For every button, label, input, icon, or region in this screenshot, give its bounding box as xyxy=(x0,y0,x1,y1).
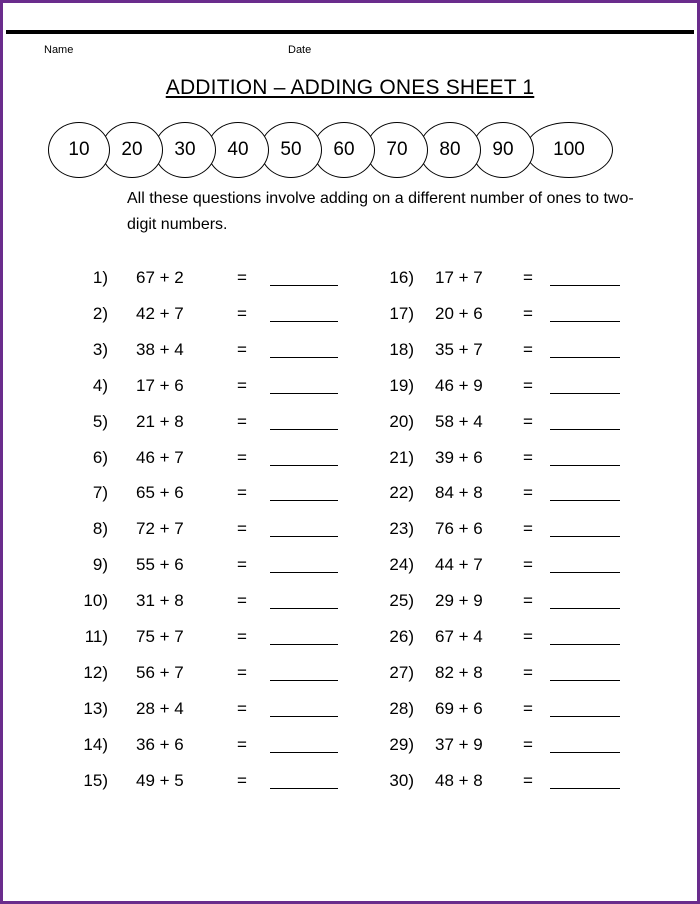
equals-sign: = xyxy=(523,447,533,467)
number-bubble: 30 xyxy=(154,122,216,178)
question-number: 2) xyxy=(92,303,108,323)
question-problem: 17 + 7 xyxy=(435,268,483,287)
equals-sign: = xyxy=(237,555,247,575)
question-problem: 36 + 6 xyxy=(136,734,184,754)
answer-line[interactable] xyxy=(550,644,620,645)
question-number: 13) xyxy=(83,698,108,718)
question-problem: 76 + 6 xyxy=(435,519,483,539)
answer-line[interactable] xyxy=(550,572,620,573)
question-row xyxy=(0,661,700,685)
question-problem: 31 + 8 xyxy=(136,591,184,611)
number-bubble: 80 xyxy=(419,122,481,178)
question-problem: 28 + 4 xyxy=(136,698,184,718)
name-label: Name xyxy=(44,44,74,56)
worksheet-title: ADDITION – ADDING ONES SHEET 1 xyxy=(165,76,535,99)
equals-sign: = xyxy=(523,303,533,323)
question-row xyxy=(0,338,700,362)
equals-sign: = xyxy=(523,555,533,575)
equals-sign: = xyxy=(237,411,247,431)
question-number: 14) xyxy=(83,734,108,754)
answer-line[interactable] xyxy=(550,608,620,609)
question-number: 16) xyxy=(389,268,414,287)
question-problem: 46 + 7 xyxy=(136,447,184,467)
instructions-text: All these questions involve adding on a different number of ones to two-digit numbers. xyxy=(127,190,634,233)
number-bubble: 60 xyxy=(313,122,375,178)
equals-sign: = xyxy=(523,591,533,611)
question-row xyxy=(0,553,700,577)
question-problem: 58 + 4 xyxy=(435,411,483,431)
equals-sign: = xyxy=(237,339,247,359)
question-row xyxy=(0,625,700,649)
question-problem: 17 + 6 xyxy=(136,375,184,395)
equals-sign: = xyxy=(237,770,247,790)
question-problem: 44 + 7 xyxy=(435,555,483,575)
equals-sign: = xyxy=(237,447,247,467)
question-number: 29) xyxy=(389,734,414,754)
equals-sign: = xyxy=(523,483,533,503)
question-row xyxy=(0,517,700,541)
equals-sign: = xyxy=(237,483,247,503)
question-row xyxy=(0,266,700,290)
answer-line[interactable] xyxy=(550,716,620,717)
answer-line[interactable] xyxy=(550,500,620,501)
equals-sign: = xyxy=(237,698,247,718)
question-number: 8) xyxy=(92,519,108,539)
question-problem: 29 + 9 xyxy=(435,591,483,611)
question-number: 24) xyxy=(389,555,414,575)
equals-sign: = xyxy=(523,734,533,754)
question-problem: 49 + 5 xyxy=(136,770,184,790)
number-bubble: 50 xyxy=(260,122,322,178)
question-row xyxy=(0,589,700,613)
number-bubble: 40 xyxy=(207,122,269,178)
question-number: 4) xyxy=(92,375,108,395)
question-number: 23) xyxy=(389,519,414,539)
question-problem: 55 + 6 xyxy=(136,555,184,575)
equals-sign: = xyxy=(237,303,247,323)
question-problem: 42 + 7 xyxy=(136,303,184,323)
question-row xyxy=(0,697,700,721)
equals-sign: = xyxy=(523,519,533,539)
answer-line[interactable] xyxy=(550,788,620,789)
question-problem: 84 + 8 xyxy=(435,483,483,503)
equals-sign: = xyxy=(523,770,533,790)
question-number: 1) xyxy=(92,268,108,287)
question-row xyxy=(0,374,700,398)
equals-sign: = xyxy=(523,375,533,395)
equals-sign: = xyxy=(237,591,247,611)
question-number: 5) xyxy=(92,411,108,431)
question-problem: 20 + 6 xyxy=(435,303,483,323)
question-number: 19) xyxy=(389,375,414,395)
question-number: 28) xyxy=(389,698,414,718)
equals-sign: = xyxy=(523,339,533,359)
question-number: 25) xyxy=(389,591,414,611)
question-problem: 21 + 8 xyxy=(136,411,184,431)
question-number: 7) xyxy=(92,483,108,503)
question-problem: 46 + 9 xyxy=(435,375,483,395)
equals-sign: = xyxy=(523,698,533,718)
question-problem: 48 + 8 xyxy=(435,770,483,790)
equals-sign: = xyxy=(237,662,247,682)
equals-sign: = xyxy=(237,734,247,754)
number-bubble: 20 xyxy=(101,122,163,178)
header-rule xyxy=(6,30,694,34)
question-row xyxy=(0,481,700,505)
number-bubble: 90 xyxy=(472,122,534,178)
question-number: 12) xyxy=(83,662,108,682)
question-problem: 37 + 9 xyxy=(435,734,483,754)
question-problem: 56 + 7 xyxy=(136,662,184,682)
answer-line[interactable] xyxy=(550,321,620,322)
question-number: 6) xyxy=(92,447,108,467)
question-problem: 75 + 7 xyxy=(136,627,184,646)
question-number: 22) xyxy=(389,483,414,503)
number-bubble: 70 xyxy=(366,122,428,178)
question-number: 20) xyxy=(389,411,414,431)
answer-line[interactable] xyxy=(550,357,620,358)
equals-sign: = xyxy=(237,375,247,395)
equals-sign: = xyxy=(523,627,533,646)
equals-sign: = xyxy=(237,627,247,646)
answer-line[interactable] xyxy=(550,680,620,681)
question-problem: 67 + 2 xyxy=(136,268,184,287)
question-problem: 69 + 6 xyxy=(435,698,483,718)
question-row xyxy=(0,769,700,793)
question-number: 30) xyxy=(389,770,414,790)
equals-sign: = xyxy=(523,411,533,431)
question-problem: 39 + 6 xyxy=(435,447,483,467)
question-number: 21) xyxy=(389,447,414,467)
equals-sign: = xyxy=(523,662,533,682)
answer-line[interactable] xyxy=(550,536,620,537)
question-number: 27) xyxy=(389,662,414,682)
question-problem: 82 + 8 xyxy=(435,662,483,682)
question-row xyxy=(0,410,700,434)
question-number: 15) xyxy=(83,770,108,790)
question-number: 3) xyxy=(92,339,108,359)
question-row xyxy=(0,302,700,326)
number-bubble: 10 xyxy=(48,122,110,178)
question-row xyxy=(0,733,700,757)
question-number: 26) xyxy=(389,627,414,646)
question-problem: 35 + 7 xyxy=(435,339,483,359)
equals-sign: = xyxy=(523,268,533,287)
question-problem: 65 + 6 xyxy=(136,483,184,503)
question-number: 17) xyxy=(389,303,414,323)
equals-sign: = xyxy=(237,519,247,539)
question-problem: 67 + 4 xyxy=(435,627,483,646)
question-number: 18) xyxy=(389,339,414,359)
answer-line[interactable] xyxy=(550,285,620,286)
answer-line[interactable] xyxy=(550,752,620,753)
number-bubble: 100 xyxy=(525,122,613,178)
question-problem: 72 + 7 xyxy=(136,519,184,539)
answer-line[interactable] xyxy=(550,465,620,466)
question-problem: 38 + 4 xyxy=(136,339,184,359)
question-row xyxy=(0,446,700,470)
equals-sign: = xyxy=(237,268,247,287)
answer-line[interactable] xyxy=(550,393,620,394)
question-number: 9) xyxy=(92,555,108,575)
date-label: Date xyxy=(288,44,312,56)
answer-line[interactable] xyxy=(550,429,620,430)
question-number: 10) xyxy=(83,591,108,611)
question-number: 11) xyxy=(84,627,108,646)
